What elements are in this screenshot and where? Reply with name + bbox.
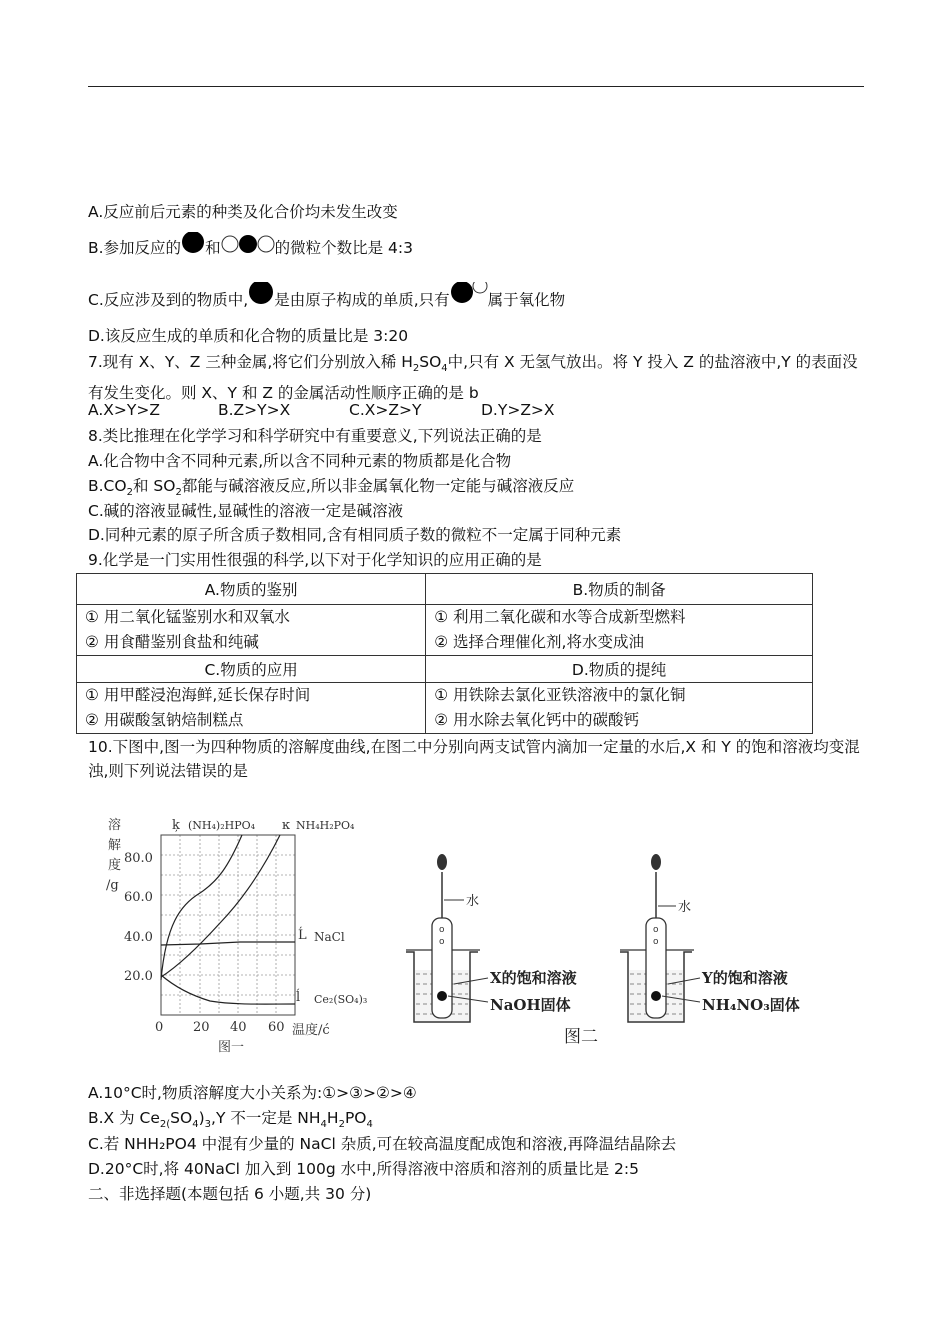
svg-text:o: o bbox=[653, 937, 659, 947]
curve3-mark: Ĺ bbox=[298, 928, 307, 943]
q8-option-d: D.同种元素的原子所含质子数相同,含有相同质子数的微粒不一定属于同种元素 bbox=[88, 526, 622, 544]
curve-nh4-2hpo4 bbox=[161, 835, 242, 980]
q9-cell-d-line1: ① 用铁除去氯化亚铁溶液中的氯化铜 bbox=[434, 686, 686, 704]
atom-black-icon bbox=[248, 282, 274, 308]
x-solid-label: NaOH固体 bbox=[490, 996, 571, 1014]
q6-option-b bbox=[88, 232, 413, 259]
q8-option-b-sub2: 2 bbox=[175, 487, 182, 499]
curve2-mark: ĸ bbox=[282, 818, 290, 833]
q6-option-b-mid: 和 bbox=[205, 239, 221, 257]
q6-option-b-pre: B.参加反应的 bbox=[88, 239, 182, 257]
q10-option-b-mid: SO bbox=[170, 1109, 193, 1127]
q8-option-b-post: 都能与碱溶液反应,所以非金属氧化物一定能与碱溶液反应 bbox=[181, 477, 575, 495]
figure-1-caption: 图一 bbox=[218, 1040, 245, 1055]
q9-cell-d-head: D.物质的提纯 bbox=[426, 656, 813, 683]
q8-option-b-sub1: 2 bbox=[126, 487, 133, 499]
q10-option-b-sub4: 4 bbox=[320, 1119, 327, 1131]
q7-option-b: B.Z>Y>X bbox=[218, 401, 291, 419]
q9-cell-a-body bbox=[77, 605, 426, 656]
q7-stem-sub2: 4 bbox=[441, 363, 448, 375]
svg-text:o: o bbox=[439, 937, 445, 947]
q6-option-c-pre: C.反应涉及到的物质中, bbox=[88, 291, 249, 309]
y-solution-label: Y的饱和溶液 bbox=[702, 969, 788, 987]
q9-stem: 9.化学是一门实用性很强的科学,以下对于化学知识的应用正确的是 bbox=[88, 551, 542, 569]
q9-cell-c-line1: ① 用甲醛浸泡海鲜,延长保存时间 bbox=[85, 686, 311, 704]
q10-option-c: C.若 NHH₂PO4 中混有少量的 NaCl 杂质,可在较高温度配成饱和溶液,再降温结晶除去 bbox=[88, 1135, 677, 1153]
q7-option-d: D.Y>Z>X bbox=[481, 401, 555, 419]
q10-option-b-sub1: 2( bbox=[159, 1119, 171, 1131]
q8-stem: 8.类比推理在化学学习和科学研究中有重要意义,下列说法正确的是 bbox=[88, 427, 542, 445]
curve-ce2so43 bbox=[161, 975, 295, 1004]
q9-cell-c-head: C.物质的应用 bbox=[77, 656, 426, 683]
q7-stem-post: 中,只有 X 无氢气放出。将 Y 投入 Z 的盐溶液中,Y 的表面没有发生变化。则 X、Y 和 Z 的金属活动性顺序正确的是 b bbox=[88, 353, 858, 403]
q6-option-a: A.反应前后元素的种类及化合价均未发生改变 bbox=[88, 203, 398, 221]
ytick-40: 40.0 bbox=[124, 930, 153, 945]
q8-option-c: C.碱的溶液显碱性,显碱性的溶液一定是碱溶液 bbox=[88, 502, 404, 520]
q7-stem-pre: 7.现有 X、Y、Z 三种金属,将它们分别放入稀 H bbox=[88, 353, 413, 371]
q9-cell-b-line1: ① 利用二氧化碳和水等合成新型燃料 bbox=[434, 608, 686, 626]
beaker-2 bbox=[620, 854, 700, 1022]
q7-stem-sub1: 2 bbox=[412, 363, 420, 375]
ytick-20: 20.0 bbox=[124, 969, 153, 984]
figure-1-solubility-chart bbox=[100, 805, 370, 1065]
q10-option-b-sub6: 4 bbox=[366, 1119, 373, 1131]
q9-cell-d-line2: ② 用水除去氧化钙中的碳酸钙 bbox=[434, 711, 640, 729]
curve3-label: NaCl bbox=[314, 930, 345, 944]
molecule-black-atom-icon bbox=[181, 232, 205, 256]
q10-option-b-mid2: ) bbox=[198, 1109, 205, 1127]
x-solution-label: X的饱和溶液 bbox=[490, 969, 577, 987]
q7-options bbox=[88, 399, 555, 421]
curve4-label: Ce₂(SO₄)₃ bbox=[314, 993, 368, 1006]
curve1-label: (NH₄)₂HPO₄ bbox=[188, 819, 256, 832]
q9-cell-b-line2: ② 选择合理催化剂,将水变成油 bbox=[434, 633, 644, 651]
q10-option-b-pre: B.X 为 Ce bbox=[88, 1109, 160, 1127]
figure-2-caption: 图二 bbox=[564, 1027, 598, 1047]
ytick-80: 80.0 bbox=[124, 851, 153, 866]
y-solid-label: NH₄NO₃固体 bbox=[702, 996, 800, 1014]
q8-option-b-pre: B.CO bbox=[88, 477, 127, 495]
water-label-1: 水 bbox=[466, 894, 480, 909]
q9-cell-b-head: B.物质的制备 bbox=[426, 574, 813, 605]
q7-option-a: A.X>Y>Z bbox=[88, 401, 160, 419]
q6-option-c-mid: 是由原子构成的单质,只有 bbox=[274, 291, 450, 309]
curve-nh4h2po4 bbox=[161, 835, 280, 977]
molecule-white-black-white-icon bbox=[221, 234, 275, 256]
q8-option-b-mid: 和 SO bbox=[132, 477, 176, 495]
q7-stem-mid: SO bbox=[419, 353, 442, 371]
curve-nacl bbox=[161, 942, 295, 945]
q10-option-b-mid5: PO bbox=[344, 1109, 367, 1127]
q9-cell-b-body bbox=[426, 605, 813, 656]
xlabel: 温度/ć bbox=[292, 1023, 330, 1038]
q6-option-c-post: 属于氧化物 bbox=[487, 291, 566, 309]
q10-option-b-mid4: H bbox=[326, 1109, 339, 1127]
ylabel-char-4: /g bbox=[106, 878, 119, 893]
svg-text:o: o bbox=[653, 925, 659, 935]
curve1-mark: ķ bbox=[172, 818, 180, 833]
xtick-40: 40 bbox=[230, 1020, 247, 1035]
molecule-black-white-icon bbox=[450, 282, 488, 308]
q10-option-b-sub2: 4 bbox=[192, 1119, 199, 1131]
q10-option-d: D.20°C时,将 40NaCl 加入到 100g 水中,所得溶液中溶质和溶剂的质量比是 2:5 bbox=[88, 1160, 639, 1178]
q8-option-a: A.化合物中含不同种元素,所以含不同种元素的物质都是化合物 bbox=[88, 452, 512, 470]
q9-cell-c-line2: ② 用碳酸氢钠焙制糕点 bbox=[85, 711, 244, 729]
q7-stem bbox=[88, 350, 868, 405]
figure-2-beakers bbox=[398, 852, 818, 1052]
q9-cell-c-body bbox=[77, 683, 426, 734]
q6-option-c bbox=[88, 282, 565, 311]
q9-table bbox=[76, 573, 813, 734]
q10-stem: 10.下图中,图一为四种物质的溶解度曲线,在图二中分别向两支试管内滴加一定量的水后,X 和 Y 的饱和溶液均变混浊,则下列说法错误的是 bbox=[88, 738, 860, 780]
q7-option-c: C.X>Z>Y bbox=[349, 401, 422, 419]
xtick-0: 0 bbox=[155, 1020, 164, 1035]
q9-cell-a-line1: ① 用二氧化锰鉴别水和双氧水 bbox=[85, 608, 290, 626]
curve4-mark: ĺ bbox=[296, 990, 301, 1005]
section-2-heading: 二、非选择题(本题包括 6 小题,共 30 分) bbox=[88, 1185, 372, 1203]
q10-option-b-sub3: 3 bbox=[204, 1119, 212, 1131]
curve2-label: NH₄H₂PO₄ bbox=[296, 819, 355, 832]
q9-cell-a-head: A.物质的鉴别 bbox=[77, 574, 426, 605]
ylabel-char-2: 解 bbox=[108, 838, 122, 853]
q10-option-b-sub5: 2 bbox=[338, 1119, 345, 1131]
ylabel-char-3: 度 bbox=[108, 858, 122, 873]
q10-option-b bbox=[88, 1107, 373, 1136]
xtick-60: 60 bbox=[268, 1020, 285, 1035]
q9-cell-a-line2: ② 用食醋鉴别食盐和纯碱 bbox=[85, 633, 259, 651]
xtick-20: 20 bbox=[193, 1020, 210, 1035]
q6-option-d: D.该反应生成的单质和化合物的质量比是 3:20 bbox=[88, 327, 409, 345]
water-label-2: 水 bbox=[678, 900, 692, 915]
q6-option-b-post: 的微粒个数比是 4:3 bbox=[274, 239, 413, 257]
q10-option-a: A.10°C时,物质溶解度大小关系为:①>③>②>④ bbox=[88, 1084, 417, 1102]
ylabel-char-1: 溶 bbox=[108, 818, 122, 833]
svg-text:o: o bbox=[439, 925, 445, 935]
q9-cell-d-body bbox=[426, 683, 813, 734]
beaker-1 bbox=[406, 854, 488, 1022]
ytick-60: 60.0 bbox=[124, 890, 153, 905]
q10-option-b-mid3: ,Y 不一定是 NH bbox=[211, 1109, 321, 1127]
header-rule bbox=[88, 86, 864, 87]
